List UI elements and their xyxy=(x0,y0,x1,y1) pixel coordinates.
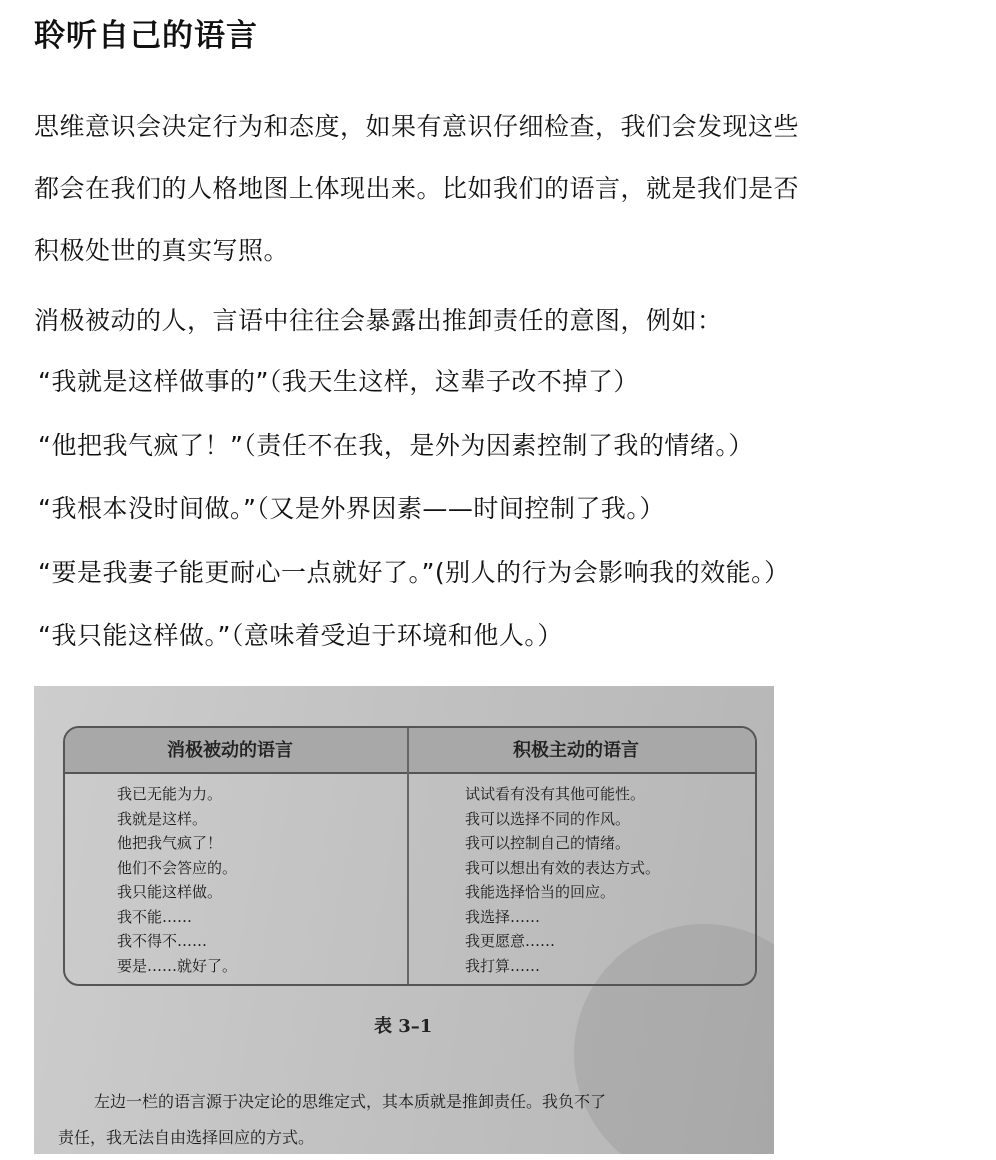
table-cell: 他把我气疯了！ xyxy=(117,834,223,852)
table-cell: 我可以控制自己的情绪。 xyxy=(465,834,631,852)
table-cell: 我就是这样。 xyxy=(117,809,208,828)
quote-item: “他把我气疯了！”（责任不在我，是外为因素控制了我的情绪。） xyxy=(38,430,754,460)
header-active: 积极主动的语言 xyxy=(513,740,639,761)
photo-text-line: 责任，我无法自由选择回应的方式。 xyxy=(58,1128,315,1147)
quote-item: “要是我妻子能更耐心一点就好了。”(别人的行为会影响我的效能。） xyxy=(38,557,790,587)
page-title: 聆听自己的语言 xyxy=(34,18,258,54)
table-cell: 我可以想出有效的表达方式。 xyxy=(465,858,661,877)
table-cell: 我只能这样做。 xyxy=(117,883,223,901)
table-cell: 我已无能为力。 xyxy=(117,785,223,803)
table-cell: 我更愿意…… xyxy=(465,932,556,950)
passive-paragraph: 消极被动的人，言语中往往会暴露出推卸责任的意图，例如： xyxy=(34,306,723,335)
quote-list xyxy=(38,350,790,668)
column-divider xyxy=(407,728,409,984)
intro-line: 积极处世的真实写照。 xyxy=(34,236,290,265)
active-column xyxy=(465,782,660,978)
table-cell: 我不能…… xyxy=(117,907,193,926)
table-cell: 他们不会答应的。 xyxy=(117,858,238,877)
table-caption: 表 3–1 xyxy=(374,1016,433,1037)
language-table xyxy=(63,726,757,986)
table-cell: 我不得不…… xyxy=(117,932,208,950)
table-cell: 试试看有没有其他可能性。 xyxy=(465,785,646,803)
book-photo xyxy=(34,686,774,1154)
quote-item: “我只能这样做。”（意味着受迫于环境和他人。） xyxy=(38,621,563,650)
quote-item: “我根本没时间做。”（又是外界因素——时间控制了我。） xyxy=(38,494,665,523)
table-cell: 我选择…… xyxy=(465,907,541,926)
quote-item: “我就是这样做事的”（我天生这样，这辈子改不掉了） xyxy=(38,367,639,396)
intro-paragraph xyxy=(34,96,934,282)
intro-line: 都会在我们的人格地图上体现出来。比如我们的语言，就是我们是否 xyxy=(34,174,800,203)
header-passive: 消极被动的语言 xyxy=(167,740,293,761)
table-cell: 我能选择恰当的回应。 xyxy=(465,883,616,901)
table-cell: 我打算…… xyxy=(465,956,541,975)
photo-body-text xyxy=(58,1084,762,1154)
table-cell: 要是……就好了。 xyxy=(117,956,238,975)
photo-text-line: 左边一栏的语言源于决定论的思维定式，其本质就是推卸责任。我负不了 xyxy=(94,1092,607,1111)
passive-column xyxy=(117,782,237,978)
table-cell: 我可以选择不同的作风。 xyxy=(465,809,631,828)
intro-line: 思维意识会决定行为和态度，如果有意识仔细检查，我们会发现这些 xyxy=(34,112,800,141)
